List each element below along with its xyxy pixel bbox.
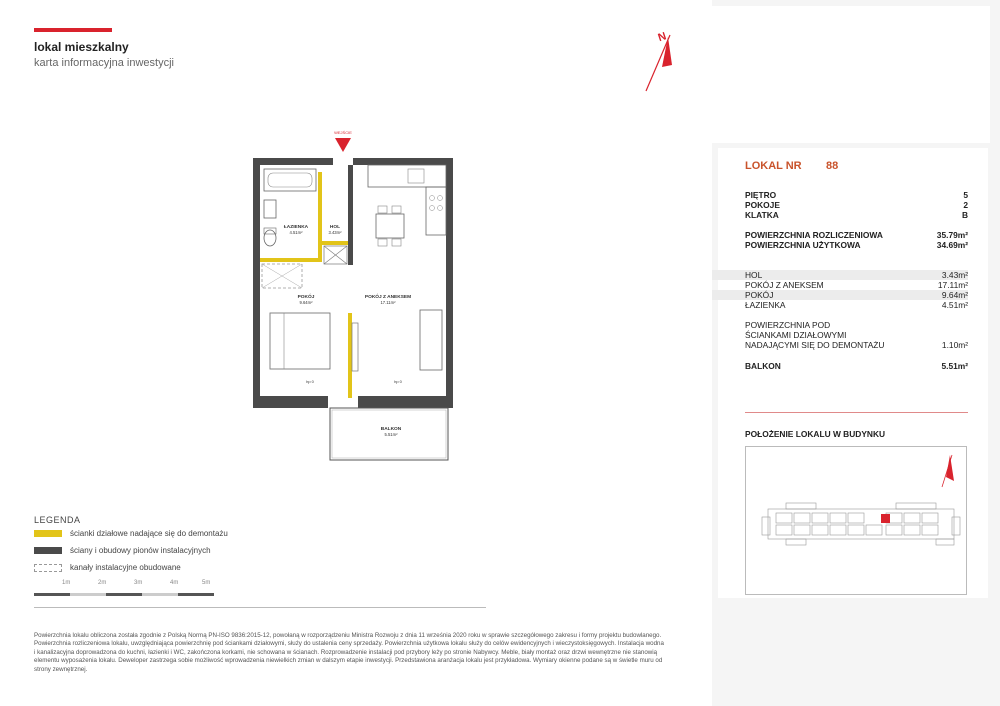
- legend-label: kanały instalacyjne obudowane: [70, 563, 181, 572]
- row-label: POWIERZCHNIA ROZLICZENIOWA: [745, 230, 883, 240]
- legend-label: ściany i obudowy pionów instalacyjnych: [70, 546, 211, 555]
- document-subtitle: karta informacyjna inwestycji: [34, 57, 174, 69]
- scale-tick: 3m: [134, 580, 143, 586]
- scale-bar: [34, 580, 214, 600]
- walls-value: 1.10m²: [941, 340, 968, 350]
- row-value: B: [961, 210, 968, 220]
- row-pow-uzytkowa: [745, 240, 968, 250]
- legend-title: LEGENDA: [34, 515, 81, 525]
- row-label: BALKON: [745, 361, 781, 371]
- room-area-balkon: 5.51m²: [384, 432, 398, 437]
- row-pokoje: [745, 200, 968, 210]
- scale-tick: 5m: [202, 580, 211, 586]
- room-name-hol: HOL: [329, 225, 341, 230]
- divider: [34, 607, 486, 608]
- row-room-hol: [712, 270, 968, 280]
- gray-swatch-icon: [34, 547, 62, 554]
- legend-label: ścianki działowe nadające się do demontażu: [70, 529, 228, 538]
- entrance-label: WEJŚCIE: [334, 130, 352, 135]
- room-area-hol: 3.43m²: [328, 230, 342, 235]
- walls-label-1: POWIERZCHNIA POD: [745, 320, 831, 330]
- row-pow-rozliczeniowa: [745, 230, 968, 240]
- unit-location-marker: [881, 514, 890, 523]
- walls-row: [745, 340, 968, 350]
- building-plan-icon: [746, 447, 966, 594]
- row-pietro: [745, 190, 968, 200]
- walls-label-2: ŚCIANKAMI DZIAŁOWYMI: [745, 330, 847, 340]
- brand-bar: [34, 28, 112, 32]
- section-divider: [745, 412, 968, 413]
- document-title: lokal mieszkalny: [34, 40, 129, 54]
- row-balkon: [745, 361, 968, 371]
- room-area-pokoj-aneks: 17.11m²: [380, 300, 396, 305]
- room-area-lazienka: 4.51m²: [289, 230, 303, 235]
- row-label: POKÓJ Z ANEKSEM: [745, 280, 824, 290]
- row-room-lazienka: [745, 300, 968, 310]
- dashed-swatch-icon: [34, 564, 62, 572]
- lokal-label: LOKAL NR: [745, 160, 802, 172]
- window-label-right: hp 0: [394, 379, 402, 384]
- room-name-pokoj: POKÓJ: [297, 295, 315, 300]
- room-name-pokoj-aneks: POKÓJ Z ANEKSEM: [364, 295, 412, 300]
- row-label: POKÓJ: [745, 290, 774, 300]
- lokal-number: 88: [826, 160, 839, 172]
- window-label-left: hp 0: [306, 379, 314, 384]
- row-value: 3.43m²: [941, 270, 968, 280]
- row-label: POWIERZCHNIA UŻYTKOWA: [745, 240, 861, 250]
- info-panel-header-area: [712, 6, 990, 143]
- building-location-title: POŁOŻENIE LOKALU W BUDYNKU: [745, 429, 886, 439]
- row-room-pokoj-aneks: [745, 280, 968, 290]
- legend-item-removable-walls: [34, 529, 228, 538]
- scale-tick: 1m: [62, 580, 71, 586]
- room-name-balkon: BALKON: [380, 427, 402, 432]
- building-location-map: [745, 446, 967, 595]
- row-value: 4.51m²: [941, 300, 968, 310]
- legend-item-shafts: [34, 563, 181, 572]
- walls-label-3: NADAJĄCYMI SIĘ DO DEMONTAŻU: [745, 340, 885, 350]
- row-value: 2: [963, 200, 968, 210]
- row-label: POKOJE: [745, 200, 780, 210]
- row-value: 5.51m²: [941, 361, 968, 371]
- row-label: KLATKA: [745, 210, 779, 220]
- walls-area-block: [745, 320, 968, 350]
- yellow-swatch-icon: [34, 530, 62, 537]
- legend-item-walls: [34, 546, 211, 555]
- row-value: 35.79m²: [936, 230, 968, 240]
- row-klatka: [745, 210, 968, 220]
- row-room-pokoj: [712, 290, 968, 300]
- floor-plan: [248, 128, 478, 468]
- entrance-arrow-icon: [335, 138, 351, 152]
- north-arrow-icon: [640, 25, 680, 95]
- row-label: PIĘTRO: [745, 190, 777, 200]
- row-value: 17.11m²: [937, 280, 968, 290]
- row-value: 34.69m²: [936, 240, 968, 250]
- row-value: 9.64m²: [941, 290, 968, 300]
- room-name-lazienka: ŁAZIENKA: [283, 225, 309, 230]
- scale-tick: 4m: [170, 580, 179, 586]
- scale-tick: 2m: [98, 580, 107, 586]
- footnote: Powierzchnia lokalu obliczona została zgodnie z Polską Normą PN-ISO 9836:2015-12, powołaną w rozporządzeniu Ministra Rozwoju z dnia 11 września 2020 roku w sprawie szczegółowego zakresu i formy projektu budowlanego. Powierzchnia rozliczeniowa lokalu, uwzględniająca powierzchnię pod ściankami działowymi, służy do ustalenia ceny sprzedaży. Powierzchnia użytkowa lokalu służy do celów ewidencyjnych i wieczystoksięgowych. Instalacja wodna i kanalizacyjna doprowadzona do kuchni, łazienki i WC, zakończona korkami, nie schowana w ścianach. Rozprowadzenie instalacji pod przybory leży po stronie Nabywcy. Meble, biały montaż oraz drzwi wewnętrzne nie stanowią elementu wyposażenia lokalu. Deweloper zastrzega sobie możliwość wprowadzenia niewielkich zmian w dalszym etapie inwestycji. Przedstawiona aranżacja lokalu jest przykładowa. Wymiary okienne podane są w świetle muru od strony zewnętrznej.: [34, 632, 664, 673]
- north-label: N: [656, 30, 668, 45]
- row-label: ŁAZIENKA: [745, 300, 786, 310]
- row-value: 5: [963, 190, 968, 200]
- row-label: HOL: [745, 270, 763, 280]
- room-area-pokoj: 9.64m²: [299, 300, 313, 305]
